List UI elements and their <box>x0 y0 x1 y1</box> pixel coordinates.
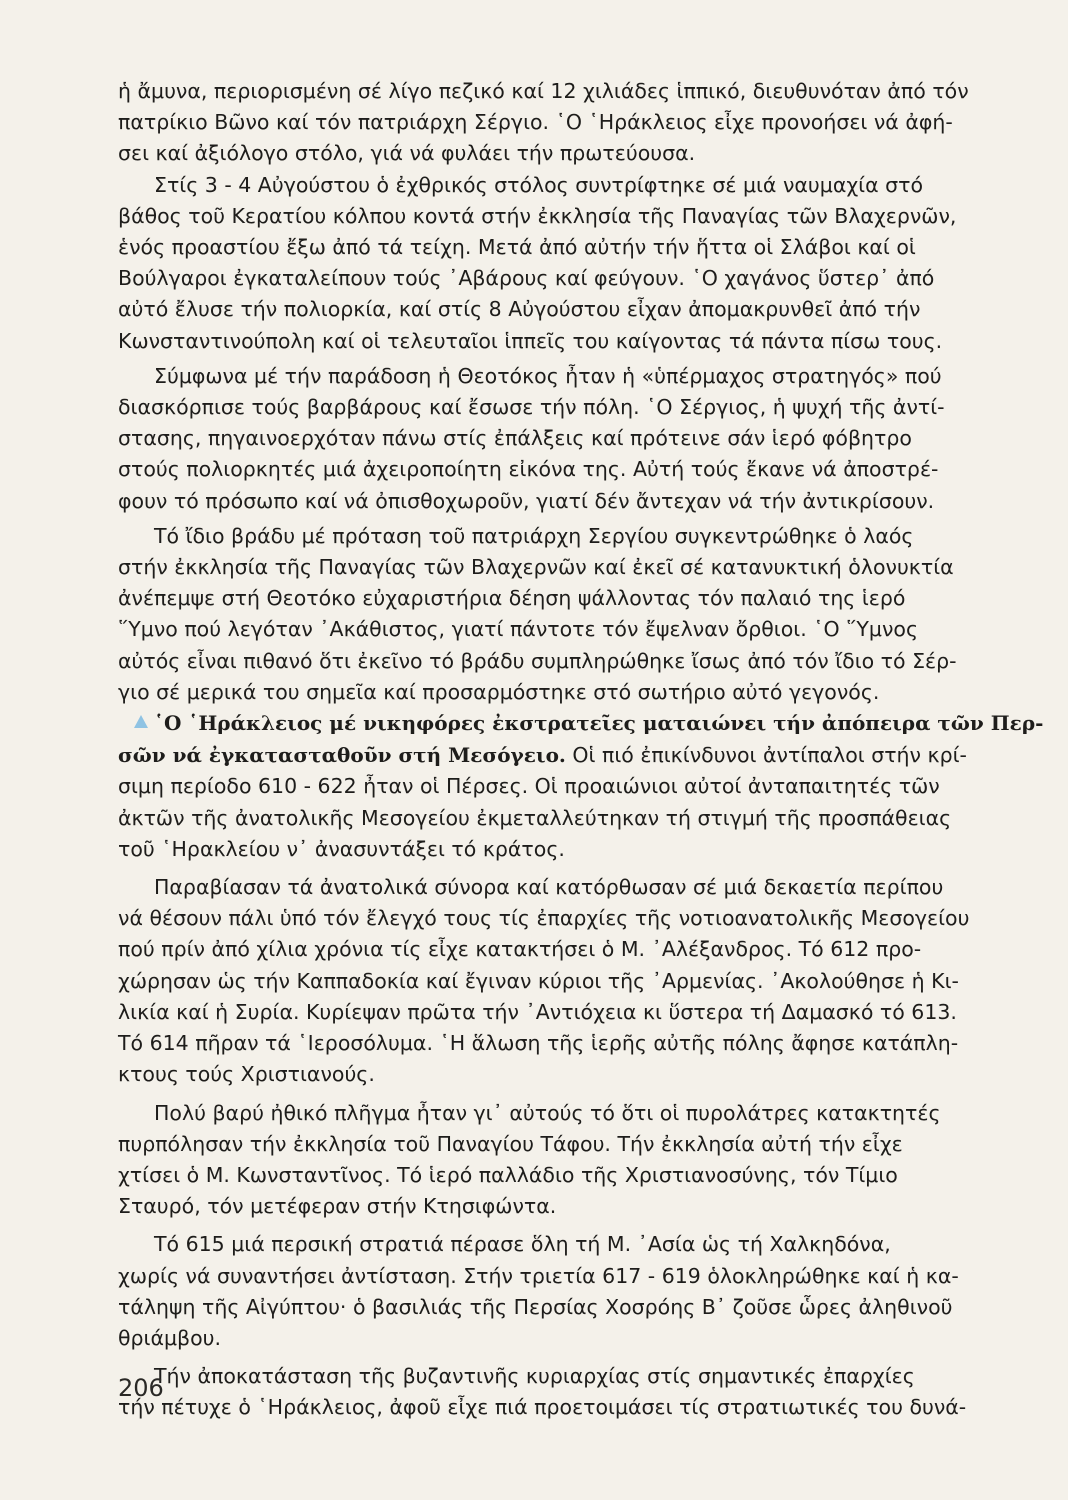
text-line: αὐτό ἔλυσε τήν πολιορκία, καί στίς 8 Αὐγούστου εἶχαν ἀπομακρυνθεῖ ἀπό τήν <box>118 297 921 322</box>
section-heading-tail: σῶν νά ἐγκατασταθοῦν στή Μεσόγειο. <box>118 743 566 768</box>
section-heading: ῾Ο ῾Ηράκλειος μέ νικηφόρες ἐκστρατεῖες ματαιώνει τήν ἀπόπειρα τῶν Περ- <box>154 711 1044 736</box>
text-line: πυρπόλησαν τήν ἐκκλησία τοῦ Παναγίου Τάφου. Τήν ἐκκλησία αὐτή τήν εἶχε <box>118 1131 903 1156</box>
triangle-marker-icon <box>134 715 148 728</box>
text-line: φουν τό πρόσωπο καί νά ὀπισθοχωροῦν, γιατί δέν ἄντεχαν νά τήν ἀντικρίσουν. <box>118 488 935 513</box>
paragraph-6 <box>118 872 976 1090</box>
paragraph-5 <box>118 708 1044 865</box>
text-line: Κωνσταντινούπολη καί οἱ τελευταῖοι ἱππεῖς του καίγοντας τά πάντα πίσω τους. <box>118 328 943 353</box>
text-line: Σύμφωνα μέ τήν παράδοση ἡ Θεοτόκος ἦταν ἡ «ὑπέρμαχος στρατηγός» πού <box>154 363 942 388</box>
text-line: Τό 615 μιά περσική στρατιά πέρασε ὅλη τή Μ. ᾽Ασία ὡς τή Χαλκηδόνα, <box>154 1232 891 1257</box>
text-line: ἡ ἄμυνα, περιορισμένη σέ λίγο πεζικό καί 12 χιλιάδες ἱππικό, διευθυνόταν ἀπό τόν <box>118 79 969 103</box>
text-line: ἀκτῶν τῆς ἀνατολικῆς Μεσογείου ἐκμεταλλεύτηκαν τή στιγμή τῆς προσπάθειας <box>118 805 952 830</box>
text-fragment: Οἱ πιό ἐπικίνδυνοι ἀντίπαλοι στήν κρί- <box>565 743 967 768</box>
page-number: 206 <box>118 1374 164 1402</box>
text-line: χτίσει ὁ Μ. Κωνσταντῖνος. Τό ἱερό παλλάδιο τῆς Χριστιανοσύνης, τόν Τίμιο <box>118 1162 898 1187</box>
text-line: ῞Υμνο πού λεγόταν ᾽Ακάθιστος, γιατί πάντοτε τόν ἔψελναν ὄρθιοι. ῾Ο ῞Υμνος <box>118 617 918 642</box>
paragraph-2 <box>118 170 976 357</box>
paragraph-1 <box>118 76 976 170</box>
text-line: Τό ἴδιο βράδυ μέ πρόταση τοῦ πατριάρχη Σεργίου συγκεντρώθηκε ὁ λαός <box>154 523 914 548</box>
text-line: διασκόρπισε τούς βαρβάρους καί ἔσωσε τήν πόλη. ῾Ο Σέργιος, ἡ ψυχή τῆς ἀντί- <box>118 395 945 420</box>
text-line: σει καί ἀξιόλογο στόλο, γιά νά φυλάει τήν πρωτεύουσα. <box>118 141 696 166</box>
section-heading-line <box>118 708 1044 740</box>
text-line: ἑνός προαστίου ἔξω ἀπό τά τείχη. Μετά ἀπό αὐτήν τήν ἥττα οἱ Σλάβοι καί οἱ <box>118 235 916 260</box>
paragraph-8 <box>118 1229 976 1354</box>
text-line: γιο σέ μερικά του σημεῖα καί προσαρμόστηκε στό σωτήριο αὐτό γεγονός. <box>118 679 880 704</box>
paragraph-9 <box>118 1361 976 1423</box>
text-line: Τήν ἀποκατάσταση τῆς βυζαντινῆς κυριαρχίας στίς σημαντικές ἐπαρχίες <box>154 1364 915 1389</box>
text-line: στήν ἐκκλησία τῆς Παναγίας τῶν Βλαχερνῶν καί ἐκεῖ σέ κατανυκτική ὁλονυκτία <box>118 555 954 580</box>
text-line: Παραβίασαν τά ἀνατολικά σύνορα καί κατόρθωσαν σέ μιά δεκαετία περίπου <box>154 875 944 900</box>
text-line: ἀνέπεμψε στή Θεοτόκο εὐχαριστήρια δέηση ψάλλοντας τόν παλαιό της ἱερό <box>118 586 906 611</box>
text-line: στασης, πηγαινοερχόταν πάνω στίς ἐπάλξεις καί πρότεινε σάν ἱερό φόβητρο <box>118 426 912 451</box>
text-line <box>118 740 976 771</box>
text-line: θριάμβου. <box>118 1325 222 1350</box>
text-line: Βούλγαροι ἐγκαταλείπουν τούς ᾽Αβάρους καί φεύγουν. ῾Ο χαγάνος ὕστερ᾽ ἀπό <box>118 266 935 291</box>
text-line: τήν πέτυχε ὁ ῾Ηράκλειος, ἀφοῦ εἶχε πιά προετοιμάσει τίς στρατιωτικές του δυνά- <box>118 1395 967 1420</box>
text-line: Σταυρό, τόν μετέφεραν στήν Κτησιφώντα. <box>118 1194 557 1219</box>
paragraph-7 <box>118 1098 976 1223</box>
text-line: Πολύ βαρύ ἠθικό πλῆγμα ἦταν γι᾽ αὐτούς τό ὅτι οἱ πυρολάτρες κατακτητές <box>154 1100 941 1125</box>
text-line: στούς πολιορκητές μιά ἀχειροποίητη εἰκόνα της. Αὐτή τούς ἔκανε νά ἀποστρέ- <box>118 457 939 482</box>
text-line: Στίς 3 - 4 Αὐγούστου ὁ ἐχθρικός στόλος συντρίφτηκε σέ μιά ναυμαχία στό <box>154 172 924 197</box>
text-line: τάληψη τῆς Αἰγύπτου· ὁ βασιλιάς τῆς Περσίας Χοσρόης Β᾽ ζοῦσε ὧρες ἀληθινοῦ <box>118 1294 953 1319</box>
text-line: χώρησαν ὡς τήν Καππαδοκία καί ἔγιναν κύριοι τῆς ᾽Αρμενίας. ᾽Ακολούθησε ἡ Κι- <box>118 968 959 993</box>
text-line: νά θέσουν πάλι ὑπό τόν ἔλεγχό τους τίς ἐπαρχίες τῆς νοτιοανατολικῆς Μεσογείου <box>118 906 970 931</box>
text-line: τοῦ ῾Ηρακλείου ν᾽ ἀνασυντάξει τό κράτος. <box>118 836 565 861</box>
text-line: κτους τούς Χριστιανούς. <box>118 1062 375 1087</box>
text-line: αὐτός εἶναι πιθανό ὅτι ἐκεῖνο τό βράδυ συμπληρώθηκε ἴσως ἀπό τόν ἴδιο τό Σέρ- <box>118 648 957 673</box>
paragraph-4 <box>118 521 976 708</box>
text-line: λικία καί ἡ Συρία. Κυρίεψαν πρῶτα τήν ᾽Αντιόχεια κι ὕστερα τή Δαμασκό τό 613. <box>118 999 957 1024</box>
body-text <box>118 76 1044 1424</box>
text-line: πού πρίν ἀπό χίλια χρόνια τίς εἶχε κατακτήσει ὁ Μ. ᾽Αλέξανδρος. Τό 612 προ- <box>118 937 922 962</box>
text-line: βάθος τοῦ Κερατίου κόλπου κοντά στήν ἐκκλησία τῆς Παναγίας τῶν Βλαχερνῶν, <box>118 203 957 228</box>
paragraph-3 <box>118 361 976 517</box>
text-line: Τό 614 πῆραν τά ῾Ιεροσόλυμα. ῾Η ἅλωση τῆς ἱερῆς αὐτῆς πόλης ἄφησε κατάπλη- <box>118 1031 959 1056</box>
text-line: σιμη περίοδο 610 - 622 ἦταν οἱ Πέρσες. Οἱ προαιώνιοι αὐτοί ἀνταπαιτητές τῶν <box>118 774 940 799</box>
text-line: πατρίκιο Βῶνο καί τόν πατριάρχη Σέργιο. ῾Ο ῾Ηράκλειος εἶχε προνοήσει νά ἀφή- <box>118 110 953 135</box>
text-line: χωρίς νά συναντήσει ἀντίσταση. Στήν τριετία 617 - 619 ὁλοκληρώθηκε καί ἡ κα- <box>118 1263 959 1288</box>
